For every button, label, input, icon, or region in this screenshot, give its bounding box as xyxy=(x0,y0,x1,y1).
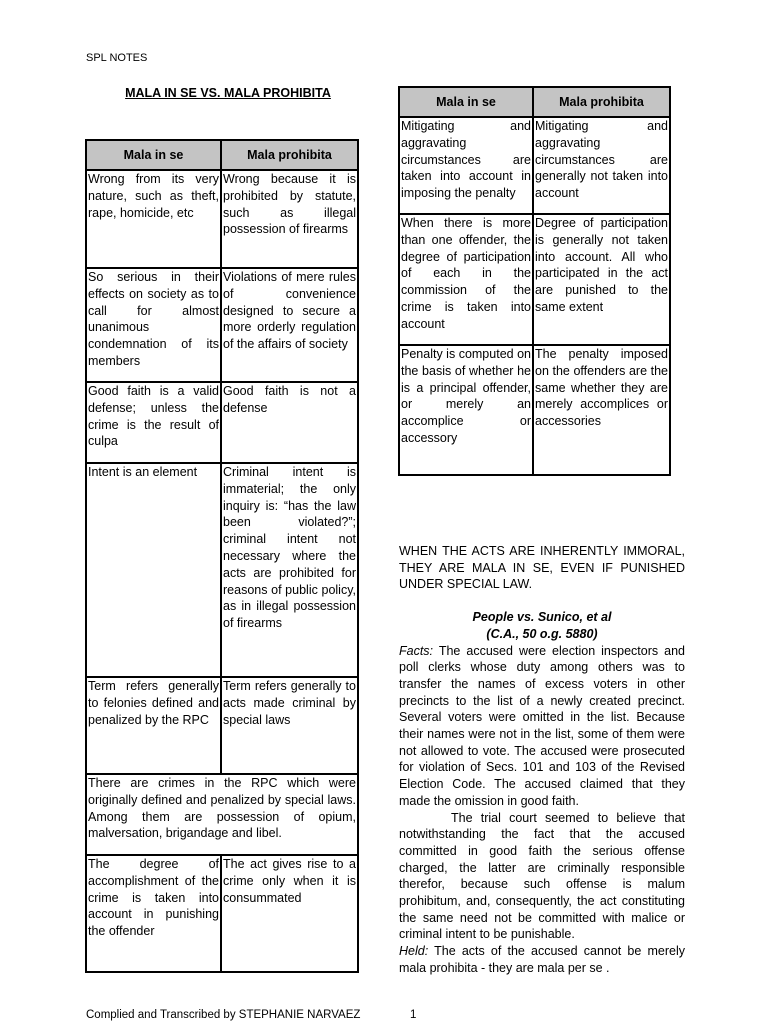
case-discussion xyxy=(399,543,685,977)
cell-note: There are crimes in the RPC which were originally defined and penalized by special laws. Among them are possession of opium, malversation, brigandage and libel. xyxy=(86,774,358,855)
held-label: Held: xyxy=(399,944,429,959)
cell-mala-prohibita: Good faith is not a defense xyxy=(221,382,358,463)
header-mala-prohibita: Mala prohibita xyxy=(221,140,358,170)
held-paragraph xyxy=(399,943,685,976)
header-mala-prohibita: Mala prohibita xyxy=(533,87,670,117)
cell-mala-in-se: Term refers generally to felonies defined and penalized by the RPC xyxy=(86,677,221,774)
trial-paragraph: The trial court seemed to believe that notwithstanding the fact that the accused committed in good faith the serious offense charged, the latter are criminally responsible therefor, because such offense is malum prohibitum, and, consequently, the act constituting the same need not be committed with malice or criminal intent to be punishable. xyxy=(399,810,685,942)
held-text: The acts of the accused cannot be merely mala prohibita - they are mala per se . xyxy=(399,944,685,975)
cell-mala-in-se: Penalty is computed on the basis of whether he is a principal offender, or merely an accomplice or accessory xyxy=(399,345,533,475)
cell-mala-in-se: When there is more than one offender, the degree of participation of each in the commission of the crime is taken into account xyxy=(399,214,533,345)
comparison-table-left xyxy=(85,139,359,973)
page-number: 1 xyxy=(410,1009,417,1021)
main-title: MALA IN SE VS. MALA PROHIBITA xyxy=(125,86,331,100)
case-citation: (C.A., 50 o.g. 5880) xyxy=(486,626,598,641)
cell-mala-prohibita: Criminal intent is immaterial; the only inquiry is: “has the law been violated?”; criminal intent not necessary where the acts are prohibited for reasons of public policy, as in illegal possession of firearms xyxy=(221,463,358,677)
header-note: SPL NOTES xyxy=(86,52,148,64)
cell-mala-in-se: Wrong from its very nature, such as theft, rape, homicide, etc xyxy=(86,170,221,268)
cell-mala-in-se: Intent is an element xyxy=(86,463,221,677)
footer-credit: Complied and Transcribed by STEPHANIE NARVAEZ xyxy=(86,1009,361,1021)
cell-mala-prohibita: Degree of participation is generally not taken into account. All who participated in the act are punished to the same extent xyxy=(533,214,670,345)
case-title: People vs. Sunico, et al xyxy=(472,610,612,625)
cell-mala-in-se: The degree of accomplishment of the crime is taken into account in punishing the offender xyxy=(86,855,221,972)
cell-mala-in-se: Mitigating and aggravating circumstances are taken into account in imposing the penalty xyxy=(399,117,533,214)
facts-label: Facts: xyxy=(399,643,434,658)
cell-mala-prohibita: Mitigating and aggravating circumstances are generally not taken into account xyxy=(533,117,670,214)
comparison-table-right xyxy=(398,86,671,476)
cell-mala-prohibita: The penalty imposed on the offenders are the same whether they are merely accomplices or accessories xyxy=(533,345,670,475)
cell-mala-in-se: Good faith is a valid defense; unless the crime is the result of culpa xyxy=(86,382,221,463)
header-mala-in-se: Mala in se xyxy=(86,140,221,170)
cell-mala-prohibita: Violations of mere rules of convenience designed to secure a more orderly regulation of the affairs of society xyxy=(221,268,358,382)
header-mala-in-se: Mala in se xyxy=(399,87,533,117)
cell-mala-in-se: So serious in their effects on society as to call for almost unanimous condemnation of its members xyxy=(86,268,221,382)
principle-statement: WHEN THE ACTS ARE INHERENTLY IMMORAL, THEY ARE MALA IN SE, EVEN IF PUNISHED UNDER SPECIAL LAW. xyxy=(399,544,685,592)
cell-mala-prohibita: Wrong because it is prohibited by statute, such as illegal possession of firearms xyxy=(221,170,358,268)
facts-text: The accused were election inspectors and poll clerks whose duty among others was to transfer the names of excess voters in other precincts to the list of a newly created precinct. Several voters were omitted in the list. Because their names were not in the list, some of them were not allowed to vote. The accused were prosecuted for violation of Secs. 101 and 103 of the Revised Election Code. The accused claimed that they made the omission in good faith. xyxy=(399,643,685,808)
facts-paragraph xyxy=(399,643,685,810)
cell-mala-prohibita: The act gives rise to a crime only when it is consummated xyxy=(221,855,358,972)
cell-mala-prohibita: Term refers generally to acts made criminal by special laws xyxy=(221,677,358,774)
